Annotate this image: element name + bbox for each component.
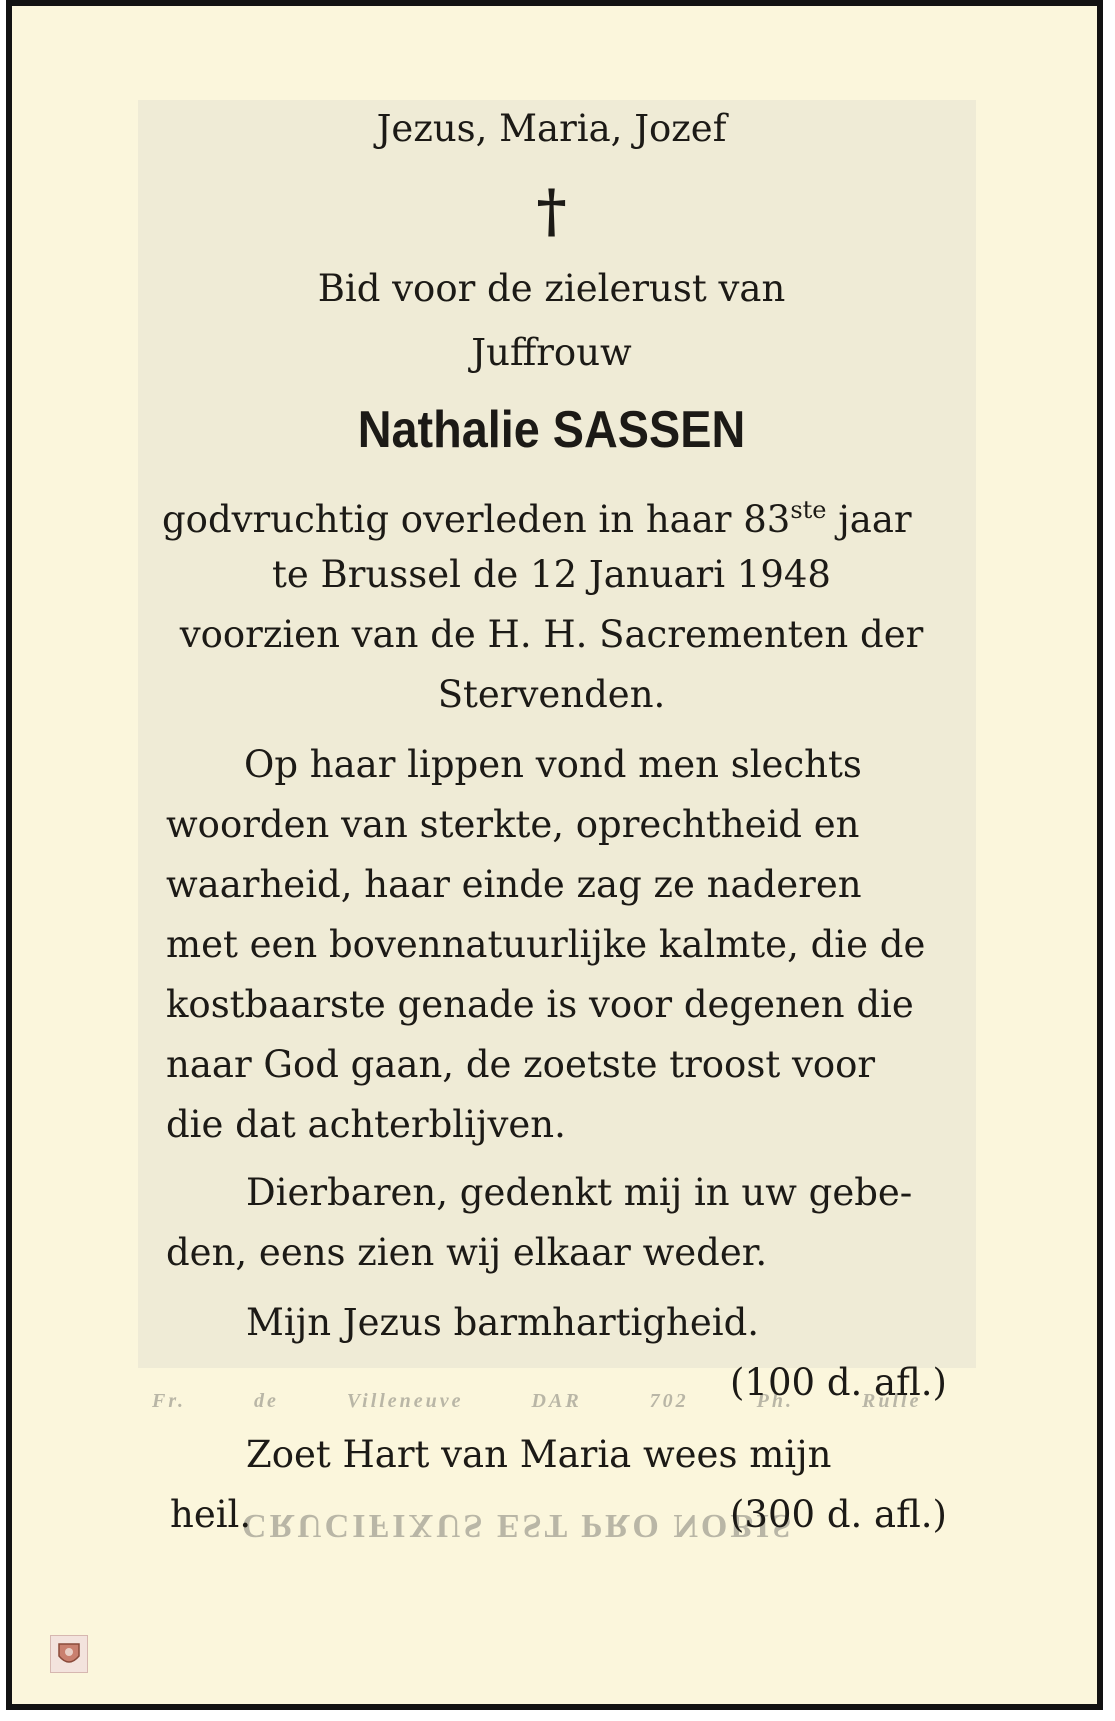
tribute-line: die dat achterblijven.: [166, 1103, 566, 1146]
death-line-1: godvruchtig overleden in haar 83ste jaar: [162, 496, 912, 541]
farewell-line: Dierbaren, gedenkt mij in uw gebe-: [246, 1171, 913, 1214]
tribute-line: Op haar lippen vond men slechts: [244, 743, 862, 786]
cross-icon: †: [536, 177, 567, 245]
tribute-line: naar God gaan, de zoetste troost voor: [166, 1043, 876, 1086]
death-line-4: Stervenden.: [437, 673, 666, 716]
honorific: Juffrouw: [471, 331, 632, 374]
prayer-2-end: heil.: [170, 1493, 252, 1536]
deceased-name: Nathalie SASSEN: [357, 401, 746, 459]
tribute-line: woorden van sterkte, oprechtheid en: [166, 803, 860, 846]
show-through-text: Fr. de Villeneuve DAR 702 Ph. Rulle: [152, 1390, 922, 1412]
tribute-line: kostbaarste genade is voor degenen die: [166, 983, 914, 1026]
show-through-text-mirrored: CRUCIFIXUS EST PRO NOBIS: [242, 1507, 795, 1544]
prayer-2: Zoet Hart van Maria wees mijn: [246, 1433, 832, 1476]
tribute-line: met een bovennatuurlijke kalmte, die de: [166, 923, 926, 966]
indulgence-2: (300 d. afl.): [730, 1493, 947, 1536]
prayer-1: Mijn Jezus barmhartigheid.: [246, 1301, 760, 1344]
indulgence-1: (100 d. afl.): [730, 1361, 947, 1404]
death-line-2: te Brussel de 12 Januari 1948: [272, 553, 831, 596]
tribute-line: waarheid, haar einde zag ze naderen: [166, 863, 862, 906]
coat-of-arms-icon: [50, 1635, 88, 1673]
death-line-3: voorzien van de H. H. Sacrementen der: [179, 613, 924, 656]
invocation: Jezus, Maria, Jozef: [376, 107, 727, 150]
intro-line: Bid voor de zielerust van: [317, 267, 786, 310]
farewell-line: den, eens zien wij elkaar weder.: [166, 1231, 768, 1274]
